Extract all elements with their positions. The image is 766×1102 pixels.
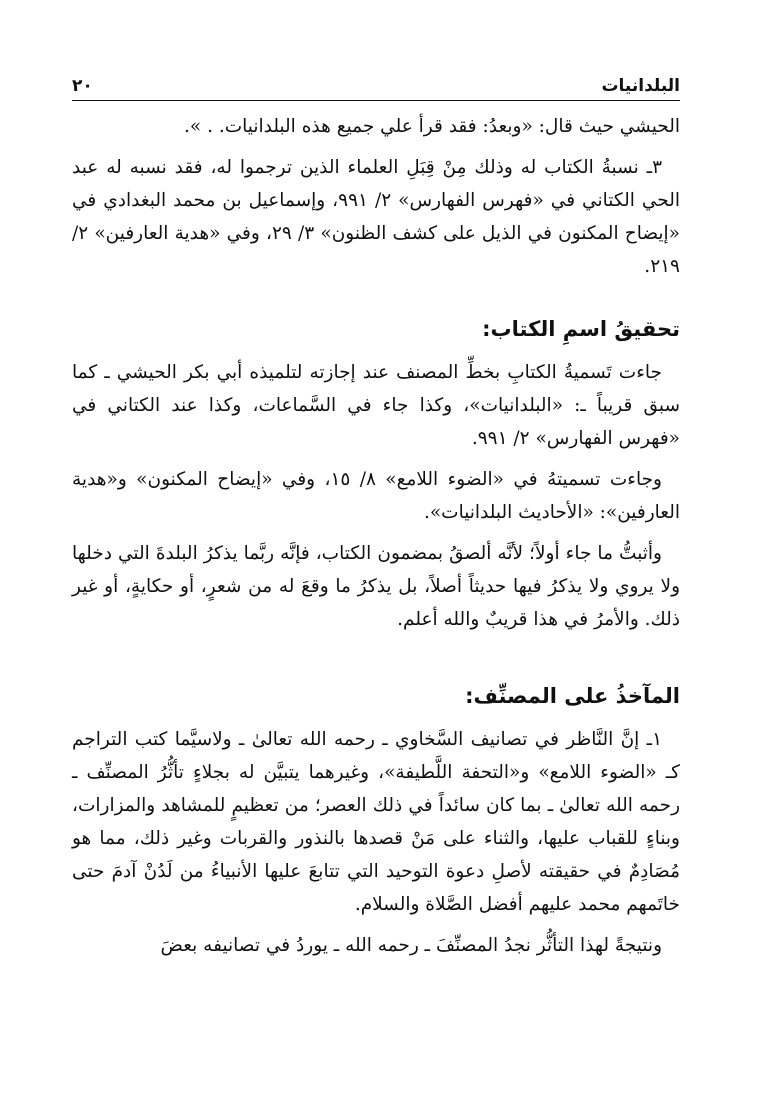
paragraph: ونتيجةً لهذا التأثُّر نجدُ المصنِّفَ ـ رحمه الله ـ يوردُ في تصانيفه بعضَ (160, 935, 662, 956)
paragraph: الحيشي حيث قال: «وبعدُ: فقد قرأ علي جميع هذه البلدانيات. . ». (183, 116, 680, 137)
paragraph: وأثبتُّ ما جاء أولاً؛ لأنَّه ألصقُ بمضمون الكتاب، فإنَّه ربَّما يذكرُ البلدةَ التي دخلها ولا يروي ولا يذكرُ فيها حديثاً أصلاً، بل يذكرُ ما وقعَ له من شعرٍ، أو حكايةٍ، أو غير ذلك. والأمرُ في هذا قريبٌ والله أعلم. (72, 543, 680, 630)
body-text (72, 110, 680, 970)
page-number: ٢٠ (72, 76, 93, 96)
paragraph: وجاءت تسميتهُ في «الضوء اللامع» ٨/ ١٥، وفي «إيضاح المكنون» و«هدية العارفين»: «الأحاديث البلدانيات». (72, 469, 680, 523)
header-rule (72, 100, 680, 101)
running-header (72, 66, 680, 96)
section-heading: تحقيقُ اسمِ الكتاب: (482, 317, 680, 341)
paragraph: جاءت تَسميةُ الكتابِ بخطِّ المصنف عند إجازته لتلميذه أبي بكر الحيشي ـ كما سبق قريباً ـ: «البلدانيات»، وكذا جاء في السَّماعات، وكذا عند الكتاني في «فهرس الفهارس» ٢/ ٩٩١. (72, 362, 680, 449)
paragraph: ١ـ إنَّ النَّاظر في تصانيف السَّخاوي ـ رحمه الله تعالىٰ ـ ولاسيَّما كتب التراجم كـ «الضوء اللامع» و«التحفة اللَّطيفة»، وغيرهما يتبيَّن له بجلاءٍ تأثُّرُ المصنِّف ـ رحمه الله تعالىٰ ـ بما كان سائداً في ذلك العصر؛ من تعظيمٍ للمشاهد والمزارات، وبناءٍ للقباب عليها، والثناء على مَنْ قصدها بالنذور والقربات وغير ذلك، مما هو مُصَادِمٌ في حقيقته لأصلِ دعوة التوحيد التي تتابعَ عليها الأنبياءُ من لَدُنْ آدمَ حتى خاتَمهم محمد عليهم أفضل الصَّلاة والسلام. (72, 729, 680, 915)
section-heading: المآخذُ على المصنِّف: (465, 684, 680, 708)
paragraph: ٣ـ نسبةُ الكتاب له وذلك مِنْ قِبَلِ العلماء الذين ترجموا له، فقد نسبه له عبد الحي الكتاني في «فهرس الفهارس» ٢/ ٩٩١، وإسماعيل بن محمد البغدادي في «إيضاح المكنون في الذيل على كشف الظنون» ٣/ ٢٩، وفي «هدية العارفين» ٢/ ٢١٩. (72, 157, 680, 277)
running-title: البلدانيات (601, 76, 680, 96)
